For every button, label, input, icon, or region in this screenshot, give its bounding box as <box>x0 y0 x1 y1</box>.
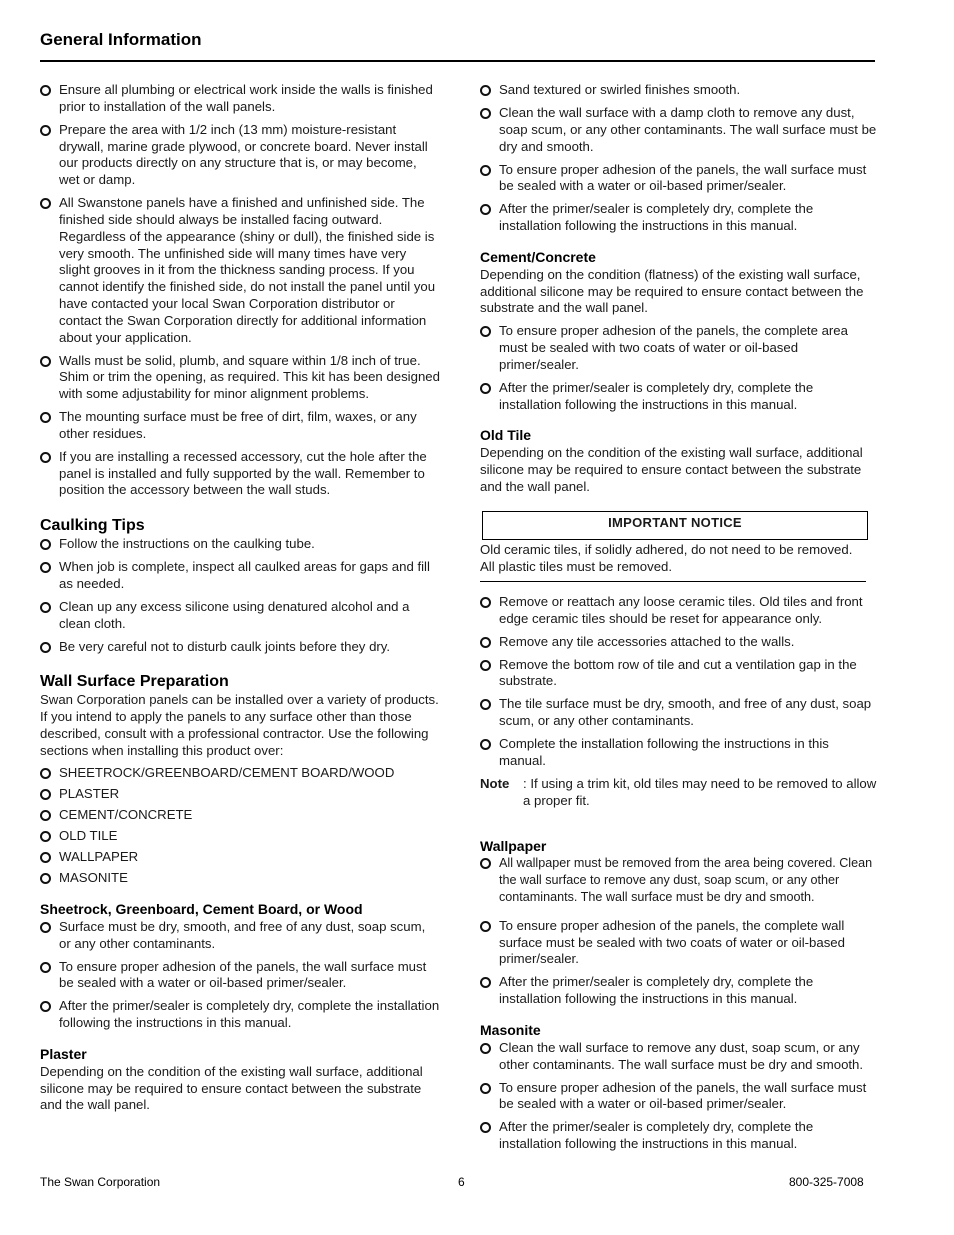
surface-list <box>40 765 440 887</box>
bullet-circle-icon <box>480 1083 491 1094</box>
list-item: After the primer/sealer is completely dry, complete the installation following the instructions in this manual. <box>480 1119 878 1153</box>
bullet-circle-icon <box>480 108 491 119</box>
plaster-heading: Plaster <box>40 1046 87 1063</box>
right-column <box>480 82 878 1159</box>
bullet-circle-icon <box>480 165 491 176</box>
bullet-circle-icon <box>40 831 51 842</box>
wall-prep-intro: Swan Corporation panels can be installed over a variety of products. If you intend to apply the panels to any surface other than those described, consult with a professional contractor. Use the following sections when installing this product over: <box>40 692 439 758</box>
list-item: Remove the bottom row of tile and cut a ventilation gap in the substrate. <box>480 657 878 691</box>
bullet-circle-icon <box>480 204 491 215</box>
list-item: Ensure all plumbing or electrical work inside the walls is finished prior to installation of the wall panels. <box>40 82 440 116</box>
trim-kit-note <box>480 776 878 810</box>
bullet-circle-icon <box>480 858 491 869</box>
list-item: After the primer/sealer is completely dry, complete the installation following the instructions in this manual. <box>480 201 878 235</box>
list-item: SHEETROCK/GREENBOARD/CEMENT BOARD/WOOD <box>40 765 440 782</box>
page-title: General Information <box>40 30 202 49</box>
bullet-circle-icon <box>480 739 491 750</box>
list-item: To ensure proper adhesion of the panels, the complete wall surface must be sealed with two coats of water or oil-based primer/sealer. <box>480 918 878 968</box>
list-item: Remove or reattach any loose ceramic tiles. Old tiles and front edge ceramic tiles should be reset for appearance only. <box>480 594 878 628</box>
list-item: OLD TILE <box>40 828 440 845</box>
bullet-circle-icon <box>40 1001 51 1012</box>
list-item: Be very careful not to disturb caulk joints before they dry. <box>40 639 440 656</box>
cement-text: Depending on the condition (flatness) of the existing wall surface, additional silicone may be required to ensure contact between the substrate and the wall panel. <box>480 266 864 316</box>
list-item: Clean the wall surface to remove any dust, soap scum, or any other contaminants. The wall surface must be dry and smooth. <box>480 1040 878 1074</box>
sheetrock-heading: Sheetrock, Greenboard, Cement Board, or Wood <box>40 901 363 918</box>
wall-prep-heading: Wall Surface Preparation <box>40 673 229 691</box>
old-tile-bullet-list <box>480 594 878 770</box>
cement-heading: Cement/Concrete <box>480 248 596 265</box>
masonite-bullet-list <box>480 1040 878 1153</box>
sheetrock-bullet-list <box>40 919 440 1032</box>
bullet-circle-icon <box>480 597 491 608</box>
caulking-bullet-list <box>40 536 440 655</box>
list-item: After the primer/sealer is completely dry, complete the installation following the instructions in this manual. <box>480 974 878 1008</box>
note-label: Note <box>480 775 510 791</box>
cement-bullet-list <box>480 323 878 413</box>
list-item: PLASTER <box>40 786 440 803</box>
bullet-circle-icon <box>480 921 491 932</box>
list-item: When job is complete, inspect all caulked areas for gaps and fill as needed. <box>40 559 440 593</box>
left-column <box>40 82 440 1120</box>
bullet-circle-icon <box>480 85 491 96</box>
bullet-circle-icon <box>480 637 491 648</box>
bullet-circle-icon <box>40 852 51 863</box>
list-item: Sand textured or swirled finishes smooth. <box>480 82 878 99</box>
bullet-circle-icon <box>480 977 491 988</box>
list-item: All Swanstone panels have a finished and unfinished side. The finished side should always be installed facing outward. Regardless of the appearance (shiny or dull), the finished side is very smooth. The unfinished side will many times have very slight grooves in it from the thickness sanding process. If you cannot identify the finished side, do not install the panel until you have contacted your local Swan Corporation distributor or contact the Swan Corporation directly for additional information about your application. <box>40 195 440 346</box>
bullet-circle-icon <box>40 789 51 800</box>
bullet-circle-icon <box>40 412 51 423</box>
intro-bullet-list <box>40 82 440 499</box>
bullet-circle-icon <box>480 1043 491 1054</box>
bullet-circle-icon <box>40 768 51 779</box>
bullet-circle-icon <box>40 602 51 613</box>
bullet-circle-icon <box>40 356 51 367</box>
list-item: The mounting surface must be free of dirt, film, waxes, or any other residues. <box>40 409 440 443</box>
bullet-circle-icon <box>480 660 491 671</box>
bullet-circle-icon <box>40 452 51 463</box>
list-item: MASONITE <box>40 870 440 887</box>
bullet-circle-icon <box>40 962 51 973</box>
list-item: Clean up any excess silicone using denatured alcohol and a clean cloth. <box>40 599 440 633</box>
bullet-circle-icon <box>480 1122 491 1133</box>
list-item: All wallpaper must be removed from the area being covered. Clean the wall surface to remove any dust, soap scum, or any other contaminants. The wall surface must be dry and smooth. <box>480 855 878 905</box>
bullet-circle-icon <box>480 699 491 710</box>
bullet-circle-icon <box>40 539 51 550</box>
title-divider <box>40 60 875 62</box>
list-item: Prepare the area with 1/2 inch (13 mm) moisture-resistant drywall, marine grade plywood, or concrete board. Never install our products directly on any structure that is, or may become, wet or damp. <box>40 122 440 189</box>
plaster-text: Depending on the condition of the existing wall surface, additional silicone may be required to ensure contact between the substrate and the wall panel. <box>40 1063 423 1113</box>
list-item: Clean the wall surface with a damp cloth to remove any dust, soap scum, or any other contaminants. The wall surface must be dry and smooth. <box>480 105 878 155</box>
bullet-circle-icon <box>40 810 51 821</box>
wallpaper-bullet-list <box>480 855 878 1008</box>
bullet-circle-icon <box>40 125 51 136</box>
bullet-circle-icon <box>480 326 491 337</box>
wallpaper-heading: Wallpaper <box>480 837 547 854</box>
bullet-circle-icon <box>40 873 51 884</box>
list-item: The tile surface must be dry, smooth, and free of any dust, soap scum, or any other contaminants. <box>480 696 878 730</box>
masonite-heading: Masonite <box>480 1021 541 1038</box>
bullet-circle-icon <box>40 85 51 96</box>
old-tile-text: Depending on the condition of the existing wall surface, additional silicone may be required to ensure contact between the substrate and the wall panel. <box>480 445 863 494</box>
list-item: Surface must be dry, smooth, and free of any dust, soap scum, or any other contaminants. <box>40 919 440 953</box>
list-item: After the primer/sealer is completely dry, complete the installation following the instructions in this manual. <box>40 998 440 1032</box>
list-item: To ensure proper adhesion of the panels, the wall surface must be sealed with a water or oil-based primer/sealer. <box>40 959 440 993</box>
list-item: To ensure proper adhesion of the panels, the wall surface must be sealed with a water or oil-based primer/sealer. <box>480 1080 878 1114</box>
list-item: If you are installing a recessed accessory, cut the hole after the panel is installed and fully supported by the wall. Remember to position the accessory between the wall studs. <box>40 449 440 499</box>
bullet-circle-icon <box>40 642 51 653</box>
list-item: After the primer/sealer is completely dry, complete the installation following the instructions in this manual. <box>480 380 878 414</box>
important-notice-text: Old ceramic tiles, if solidly adhered, do not need to be removed. All plastic tiles must be removed. <box>480 542 866 582</box>
plaster-bullet-list <box>480 82 878 235</box>
bullet-circle-icon <box>40 922 51 933</box>
list-item: WALLPAPER <box>40 849 440 866</box>
list-item: To ensure proper adhesion of the panels, the complete area must be sealed with two coats of water or oil-based primer/sealer. <box>480 323 878 373</box>
bullet-circle-icon <box>40 198 51 209</box>
list-item: Follow the instructions on the caulking tube. <box>40 536 440 553</box>
list-item: To ensure proper adhesion of the panels, the wall surface must be sealed with a water or oil-based primer/sealer. <box>480 162 878 196</box>
list-item: CEMENT/CONCRETE <box>40 807 440 824</box>
footer-phone: 800-325-7008 <box>789 1175 864 1189</box>
caulking-heading: Caulking Tips <box>40 517 145 535</box>
footer-company: The Swan Corporation <box>40 1175 161 1189</box>
important-notice-box: IMPORTANT NOTICE <box>482 511 868 540</box>
bullet-circle-icon <box>40 562 51 573</box>
footer-page-number: 6 <box>458 1175 465 1189</box>
note-text: : If using a trim kit, old tiles may need to be removed to allow a proper fit. <box>523 775 877 808</box>
bullet-circle-icon <box>480 383 491 394</box>
list-item: Remove any tile accessories attached to the walls. <box>480 634 878 651</box>
list-item: Walls must be solid, plumb, and square within 1/8 inch of true. Shim or trim the opening, as required. This kit has been designed with some adjustability for minor alignment problems. <box>40 353 440 403</box>
old-tile-heading: Old Tile <box>480 427 532 444</box>
list-item: Complete the installation following the instructions in this manual. <box>480 736 878 770</box>
